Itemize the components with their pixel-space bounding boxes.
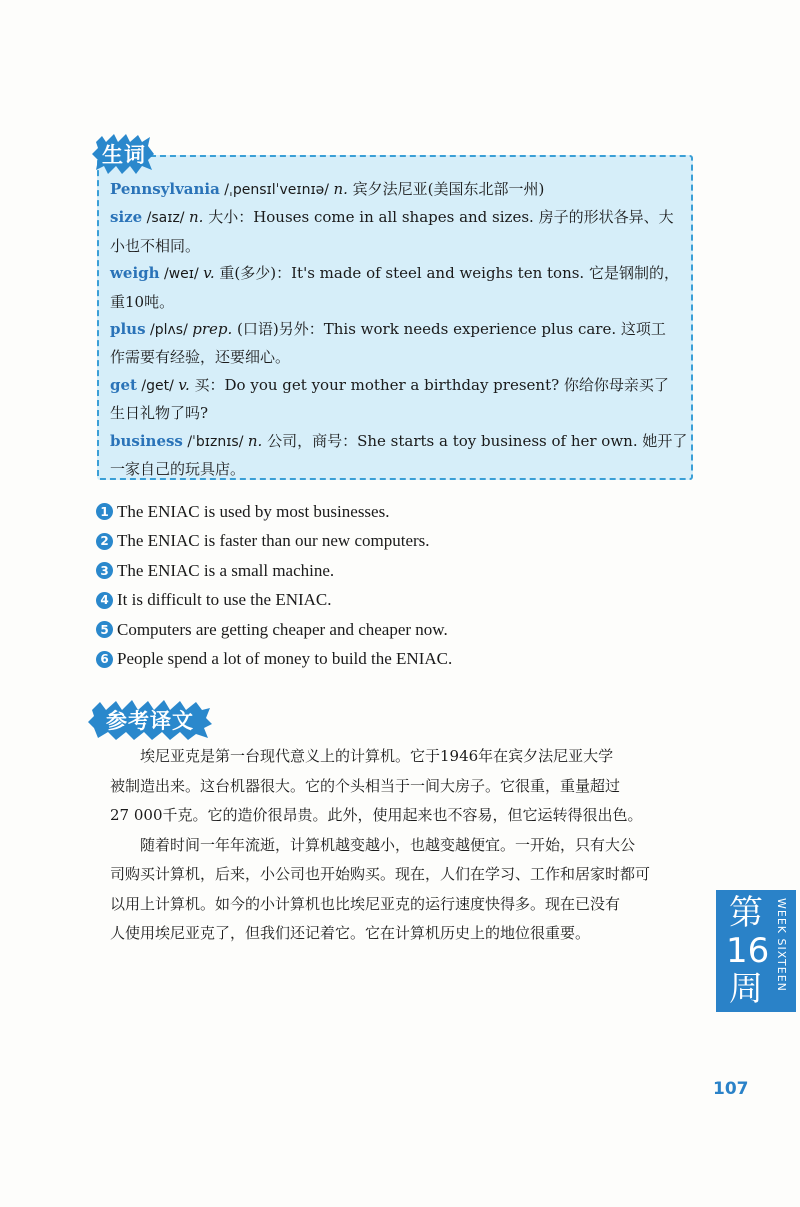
vocab-line: 重10吨。	[110, 292, 175, 311]
vocab-line: weigh /weɪ/ v. 重(多少)：It's made of steel and weighs ten tons. 它是钢制的，	[110, 264, 679, 283]
week-label-english: WEEK SIXTEEN	[775, 898, 788, 992]
statement-text: The ENIAC is a small machine.	[117, 560, 335, 580]
translation-heading-badge	[88, 698, 212, 742]
statement-item	[96, 497, 716, 527]
vocab-line: 生日礼物了吗?	[110, 404, 209, 423]
translation-text	[110, 742, 710, 949]
vocabulary-heading: 生词	[102, 143, 146, 167]
statement-text: The ENIAC is used by most businesses.	[117, 501, 390, 521]
statement-text: People spend a lot of money to build the ENIAC.	[117, 649, 453, 669]
translation-line: 埃尼亚克是第一台现代意义上的计算机。它于1946年在宾夕法尼亚大学	[140, 747, 614, 765]
vocab-line: 作需要有经验，还要细心。	[110, 348, 291, 367]
number-badge: 1	[96, 503, 113, 520]
vocab-line: Pennsylvania /ˌpensɪlˈveɪnɪə/ n. 宾夕法尼亚(美国东北部一州)	[110, 180, 545, 198]
statement-text: It is difficult to use the ENIAC.	[117, 590, 332, 610]
translation-line: 27 000千克。它的造价很昂贵。此外，使用起来也不容易，但它运转得很出色。	[110, 806, 643, 824]
translation-heading: 参考译文	[106, 709, 194, 733]
statement-text: The ENIAC is faster than our new computers.	[117, 531, 430, 551]
translation-line: 以用上计算机。如今的小计算机也比埃尼亚克的运行速度快得多。现在已没有	[110, 894, 621, 913]
week-tab	[716, 890, 796, 1012]
vocab-line: business /ˈbɪznɪs/ n. 公司，商号：She starts a toy business of her own. 她开了	[110, 431, 688, 450]
statement-list	[96, 497, 716, 674]
translation-line: 随着时间一年年流逝，计算机越变越小，也越变越便宜。一开始，只有大公	[140, 835, 636, 854]
statement-text: Computers are getting cheaper and cheaper now.	[117, 619, 448, 639]
page-number: 107	[713, 1079, 749, 1099]
vocabulary-list	[110, 176, 688, 483]
number-badge: 6	[96, 651, 113, 668]
number-badge: 5	[96, 621, 113, 638]
number-badge: 4	[96, 592, 113, 609]
vocabulary-heading-badge	[92, 132, 156, 176]
number-badge: 3	[96, 562, 113, 579]
vocab-line: plus /plʌs/ prep. (口语)另外：This work needs experience plus care. 这项工	[110, 320, 666, 339]
vocab-line: 小也不相同。	[110, 236, 201, 255]
translation-line: 司购买计算机，后来，小公司也开始购买。现在，人们在学习、工作和居家时都可	[110, 865, 651, 883]
number-badge: 2	[96, 533, 113, 550]
vocab-line: get /get/ v. 买：Do you get your mother a birthday present? 你给你母亲买了	[110, 375, 669, 394]
week-label-chinese: 第 16 周	[726, 893, 770, 1009]
statement-item	[96, 645, 716, 675]
translation-line: 人使用埃尼亚克了，但我们还记着它。它在计算机历史上的地位很重要。	[110, 924, 591, 942]
statement-item	[96, 527, 716, 557]
statement-item	[96, 586, 716, 616]
statement-item	[96, 556, 716, 586]
vocab-line: size /saɪz/ n. 大小：Houses come in all shapes and sizes. 房子的形状各异、大	[110, 208, 674, 227]
statement-item	[96, 615, 716, 645]
vocab-line: 一家自己的玩具店。	[110, 460, 246, 479]
translation-line: 被制造出来。这台机器很大。它的个头相当于一间大房子。它很重，重量超过	[110, 776, 621, 795]
